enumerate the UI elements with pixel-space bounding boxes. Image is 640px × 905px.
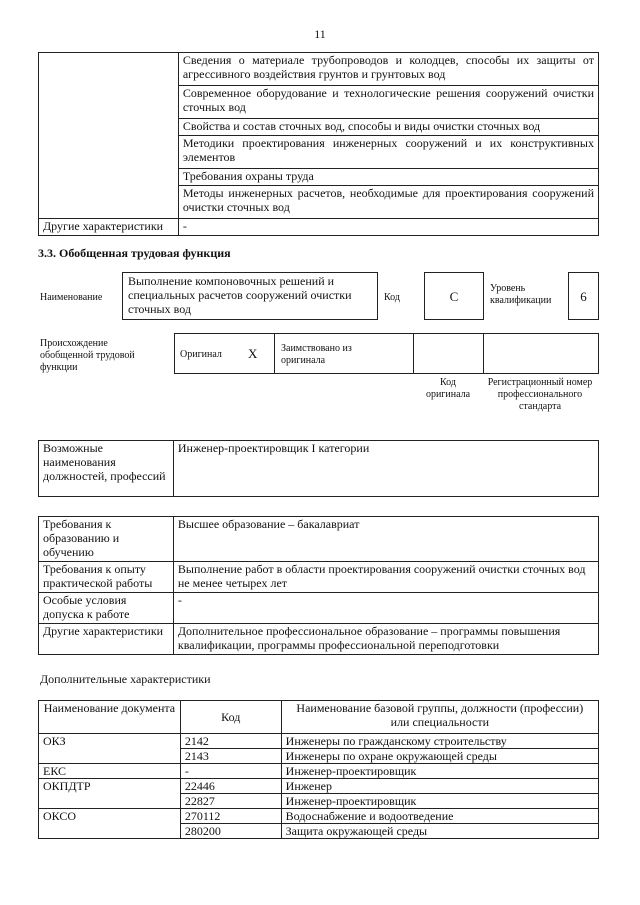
page-number: 11 [314,27,326,41]
doc-name-cell: ОКПДТР [39,779,181,809]
code-value: C [449,289,459,304]
origin-label: Происхождение обобщенной трудовой функции [40,338,135,373]
borrowed-label: Заимствовано из оригинала [281,343,352,366]
doc-name-cell: ОКСО [39,809,181,839]
group-cell: Инженер [281,779,598,794]
code-cell: 22827 [180,794,281,809]
level-value: 6 [580,289,587,304]
code-cell: 2143 [180,749,281,764]
knowledge-item: Свойства и состав сточных вод, способы и виды очистки сточных вод [178,119,598,136]
requirement-label: Требования к образованию и обучению [39,517,174,562]
name-value-box [122,272,378,320]
origin-divider [274,333,275,374]
reg-number-caption: Регистрационный номер профессионального стандарта [487,377,593,412]
header-document: Наименование документа [39,701,181,734]
header-code: Код [180,701,281,734]
name-label: Наименование [40,292,103,303]
additional-title: Дополнительные характеристики [40,672,211,686]
code-cell: 270112 [180,809,281,824]
original-label: Оригинал [180,349,222,360]
name-value: Выполнение компоновочных решений и специальных расчетов сооружений очистки сточных вод [128,274,352,316]
positions-label: Возможные наименования должностей, профессий [39,441,174,497]
group-cell: Водоснабжение и водоотведение [281,809,598,824]
knowledge-item: Требования охраны труда [178,169,598,186]
knowledge-table [38,52,599,236]
code-box [424,272,484,320]
knowledge-item: Методы инженерных расчетов, необходимые для проектирования сооружений очистки сточных вод [178,186,598,219]
code-cell: - [180,764,281,779]
requirement-value: Высшее образование – бакалавриат [173,517,598,562]
code-label: Код [384,292,400,303]
original-mark: X [248,346,258,361]
group-cell: Инженеры по гражданскому строительству [281,734,598,749]
group-cell: Инженеры по охране окружающей среды [281,749,598,764]
positions-value: Инженер-проектировщик I категории [173,441,598,497]
level-label: Уровень квалификации [490,283,552,306]
doc-name-cell: ОКЗ [39,734,181,764]
code-original-caption: Код оригинала [425,377,471,400]
code-cell: 280200 [180,824,281,839]
group-cell: Инженер-проектировщик [281,794,598,809]
doc-name-cell: ЕКС [39,764,181,779]
origin-divider [483,333,484,374]
knowledge-item: Современное оборудование и технологические решения сооружений очистки сточных вод [178,86,598,119]
other-characteristics-value: - [178,219,598,236]
requirements-table [38,516,599,655]
requirement-label: Особые условия допуска к работе [39,593,174,624]
group-cell: Защита окружающей среды [281,824,598,839]
positions-table [38,440,599,497]
level-box [568,272,599,320]
section-title: 3.3. Обобщенная трудовая функция [38,246,231,260]
other-characteristics-label: Другие характеристики [39,219,179,236]
header-group: Наименование базовой группы, должности (профессии) или специальности [281,701,598,734]
knowledge-item: Методики проектирования инженерных сооружений и их конструктивных элементов [178,136,598,169]
code-cell: 2142 [180,734,281,749]
code-cell: 22446 [180,779,281,794]
requirement-value: Выполнение работ в области проектирования сооружений очистки сточных вод не менее четырех лет [173,562,598,593]
requirement-label: Требования к опыту практической работы [39,562,174,593]
origin-divider [413,333,414,374]
requirement-value: Дополнительное профессиональное образование – программы повышения квалификации, программы профессиональной переподготовки [173,624,598,655]
group-cell: Инженер-проектировщик [281,764,598,779]
knowledge-item: Сведения о материале трубопроводов и колодцев, способы их защиты от агрессивного воздействия грунтов и грунтовых вод [178,53,598,86]
empty-label-cell [39,53,179,219]
requirement-label: Другие характеристики [39,624,174,655]
requirement-value: - [173,593,598,624]
additional-table [38,700,599,839]
